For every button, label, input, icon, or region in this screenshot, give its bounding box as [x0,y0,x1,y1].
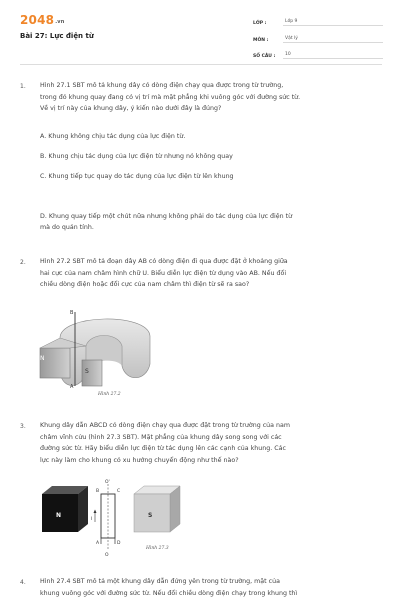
label-d: D [117,541,121,546]
question-line: châm vĩnh cửu (hình 27.3 SBT). Mặt phẳng của khung dây song song với các [40,433,282,441]
current-arrowhead [94,510,97,514]
north-pole-face [40,348,70,378]
option-letter: C. [40,173,47,180]
question-number: 2. [20,259,26,266]
question-text [40,80,385,115]
figure-caption: Hình 27.3 [146,546,169,551]
page-header [0,0,400,64]
label-o-bottom: O [105,553,109,558]
label-a: A [96,541,100,546]
option-text: Khung không chịu tác dụng của lực điện từ. [48,133,186,140]
question-number: 1. [20,83,26,90]
logo-tld: .vn [55,19,65,25]
question-line: đường sức từ. Hãy biểu diễn lực điện từ tác dụng lên các cạnh của khung. Các [40,445,286,452]
option-text-continued: mà do quán tính. [40,224,94,231]
question-text [40,420,385,466]
figure-27-2 [38,302,168,402]
meta-label: MÔN : [253,37,269,43]
n-cube-side [78,486,88,532]
question-line: trong đó khung quay đang có vị trí mà mặt phẳng khi vuông góc với đường sức từ. [40,93,301,101]
meta-value: 10 [283,52,383,59]
question-number: 3. [20,423,26,430]
site-logo[interactable] [20,13,65,27]
label-o-top: O' [105,480,110,485]
question-line: Khung dây dẫn ABCD có dòng điện chạy qua được đặt trong từ trường của nam [40,422,290,429]
option-text: Khung chịu tác dụng của lực điện từ nhưng nó không quay [48,153,233,160]
label-c: C [117,489,121,494]
header-divider [20,64,382,65]
meta-row-subject [253,31,383,43]
question-number: 4. [20,579,26,586]
question-text [40,576,385,599]
lesson-title: Bài 27: Lực điện từ [20,32,94,40]
meta-value: Vật lý [283,36,383,43]
label-s: S [85,368,89,375]
question-line: Về vị trí này của khung dây, ý kiến nào dưới đây là đúng? [40,105,222,112]
meta-label: SỐ CÂU : [253,54,276,59]
question-line: Hình 27.1 SBT mô tả khung dây có dòng điện chạy qua được trong từ trường, [40,82,284,89]
figure-caption: Hình 27.2 [98,392,121,397]
question-text [40,256,385,291]
option-letter: B. [40,153,47,160]
question-line: Hình 27.4 SBT mô tả một khung dây dẫn đứng yên trong từ trường, mặt của [40,578,280,585]
logo-text: 2048 [20,13,55,27]
option-letter: A. [40,133,47,140]
answer-option-a[interactable] [40,131,185,142]
option-text: Khung tiếp tục quay do tác dụng của lực điện từ lên khung [48,173,234,180]
question-line: Hình 27.2 SBT mô tả đoạn dây AB có dòng điện đi qua được đặt ở khoảng giữa [40,258,288,265]
question-line: hai cực của nam châm hình chữ U. Biểu diễn lực điện từ dụng vào AB. Nếu đổi [40,269,287,277]
label-n: N [56,512,62,519]
label-b: B [96,489,100,494]
label-n: N [40,355,45,362]
answer-option-b[interactable] [40,151,233,162]
answer-option-d[interactable] [40,211,385,233]
label-s: S [148,512,153,519]
meta-row-count [253,47,383,59]
answer-option-c[interactable] [40,171,234,182]
question-line: lực này làm cho khung có xu hướng chuyển động như thế nào? [40,456,239,464]
meta-label: LỚP : [253,21,267,26]
label-a: A [70,384,74,390]
option-text: Khung quay tiếp một chút nữa nhưng không phải do tác dụng của lực điện từ [48,213,293,220]
option-letter: D. [40,213,47,220]
meta-value: Lớp 9 [283,19,383,26]
label-i: I [91,517,93,522]
s-cube-side [170,486,180,532]
meta-info [253,14,383,64]
meta-row-class [253,14,383,26]
label-b: B [70,310,74,316]
question-line: chiều dòng điện hoặc đổi cực của nam châm thì điện từ sẽ ra sao? [40,281,250,288]
question-line: khung vuông góc với đường sức từ. Nếu đổi chiều dòng điện chạy trong khung thì [40,589,298,597]
